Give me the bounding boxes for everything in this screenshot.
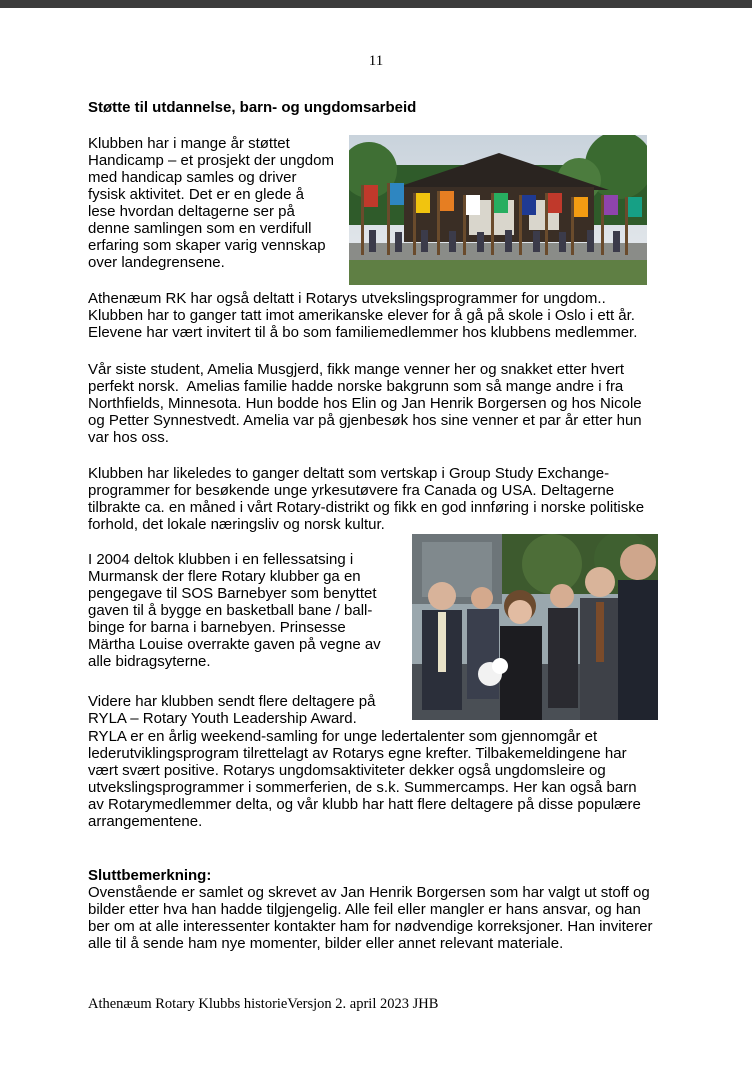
paragraph-handicamp: [88, 135, 334, 271]
text-line: Athenæum RK har også deltatt i Rotarys utvekslingsprogrammer for ungdom..: [88, 290, 606, 307]
paragraph-group-study-exchange: [88, 465, 644, 533]
text-line: gaven til å bygge en basketball bane / ball-: [88, 602, 373, 619]
text-line: erfaring som skaper varig vennskap: [88, 237, 326, 254]
page-footer: Athenæum Rotary Klubbs historieVersjon 2. april 2023 JHB: [88, 996, 439, 1012]
text-line: Northfields, Minnesota. Hun bodde hos Elin og Jan Henrik Borgersen og hos Nicole: [88, 395, 642, 412]
text-line: med handicap samles og driver: [88, 169, 297, 186]
text-line: denne samlingen som en verdifull: [88, 220, 312, 237]
murmansk-photo: [412, 534, 658, 720]
text-line: I 2004 deltok klubben i en fellessatsing i: [88, 551, 354, 568]
text-line: tilbrakte ca. en måned i vårt Rotary-distrikt og fikk en god innføring i norske politiske: [88, 499, 645, 516]
section-title: Støtte til utdannelse, barn- og ungdomsarbeid: [88, 99, 417, 116]
text-line: Murmansk der flere Rotary klubber ga en: [88, 568, 361, 585]
text-line: Märtha Louise overrakte gaven på vegne av: [88, 636, 381, 653]
text-line: lederutviklingsprogram tilrettelagt av Rotarys egne krefter. Tilbakemeldingene har: [88, 745, 627, 762]
text-line: alle til å sende ham nye momenter, bilder eller annet relevant materiale.: [88, 935, 564, 952]
text-line: fysisk aktivitet. Det er en glede å: [88, 186, 304, 203]
text-line: av Rotarymedlemmer delta, og vår klubb har hatt flere deltagere på disse populære: [88, 796, 641, 813]
text-line: pengegave til SOS Barnebyer som benyttet: [88, 585, 377, 602]
text-line: ber om at alle interessenter kontakter ham for nødvendige korreksjoner. Han inviterer: [88, 918, 653, 935]
text-line: Vår siste student, Amelia Musgjerd, fikk mange venner her og snakket etter hvert: [88, 361, 625, 378]
paragraph-closing: [88, 884, 652, 952]
text-line: Elevene har vært invitert til å bo som familiemedlemmer hos klubbens medlemmer.: [88, 324, 638, 341]
text-line: Handicamp – et prosjekt der ungdom: [88, 152, 334, 169]
viewer-top-bar: [0, 0, 752, 8]
text-line: Videre har klubben sendt flere deltagere på: [88, 693, 376, 710]
text-line: lese hvordan deltagerne ser på: [88, 203, 295, 220]
text-line: alle bidragsyterne.: [88, 653, 211, 670]
paragraph-ryla: [88, 728, 641, 830]
text-line: Klubben har likeledes to ganger deltatt som vertskap i Group Study Exchange-: [88, 465, 610, 482]
paragraph-murmansk: [88, 551, 381, 670]
text-line: Klubben har to ganger tatt imot amerikanske elever for å gå på skole i Oslo i ett år.: [88, 307, 635, 324]
paragraph-amelia: [88, 361, 642, 446]
text-line: utvekslingsprogrammer i sommerferien, de s.k. Summercamps. Her kan også barn: [88, 779, 637, 796]
paragraph-ryla-intro: [88, 693, 375, 727]
text-line: Klubben har i mange år støttet: [88, 135, 290, 152]
text-line: over landegrensene.: [88, 254, 225, 271]
text-line: binge for barna i barnebyen. Prinsesse: [88, 619, 346, 636]
text-line: vært svært positive. Rotarys ungdomsaktiviteter dekker også ungdomsleire og: [88, 762, 606, 779]
text-line: forhold, det lokale næringsliv og norsk kultur.: [88, 516, 385, 533]
text-line: var hos oss.: [88, 429, 169, 446]
text-line: RYLA er en årlig weekend-samling for unge ledertalenter som gjennomgår et: [88, 728, 598, 745]
text-line: RYLA – Rotary Youth Leadership Award.: [88, 710, 357, 727]
paragraph-exchange: [88, 290, 637, 341]
text-line: arrangementene.: [88, 813, 203, 830]
closing-title: Sluttbemerkning:: [88, 867, 212, 884]
text-line: perfekt norsk. Amelias familie hadde norske bakgrunn som så mange andre i fra: [88, 378, 624, 395]
text-line: og Petter Synnestvedt. Amelia var på gjenbesøk hos sine venner et par år etter hun: [88, 412, 642, 429]
text-line: Ovenstående er samlet og skrevet av Jan Henrik Borgersen som har valgt ut stoff og: [88, 884, 650, 901]
page-number: 11: [368, 53, 384, 69]
text-line: bilder etter hva han hadde tilgjengelig. Alle feil eller mangler er hans ansvar, og han: [88, 901, 641, 918]
handicamp-photo: [349, 135, 647, 285]
text-line: programmer for besøkende unge yrkesutøvere fra Canada og USA. Deltagerne: [88, 482, 615, 499]
